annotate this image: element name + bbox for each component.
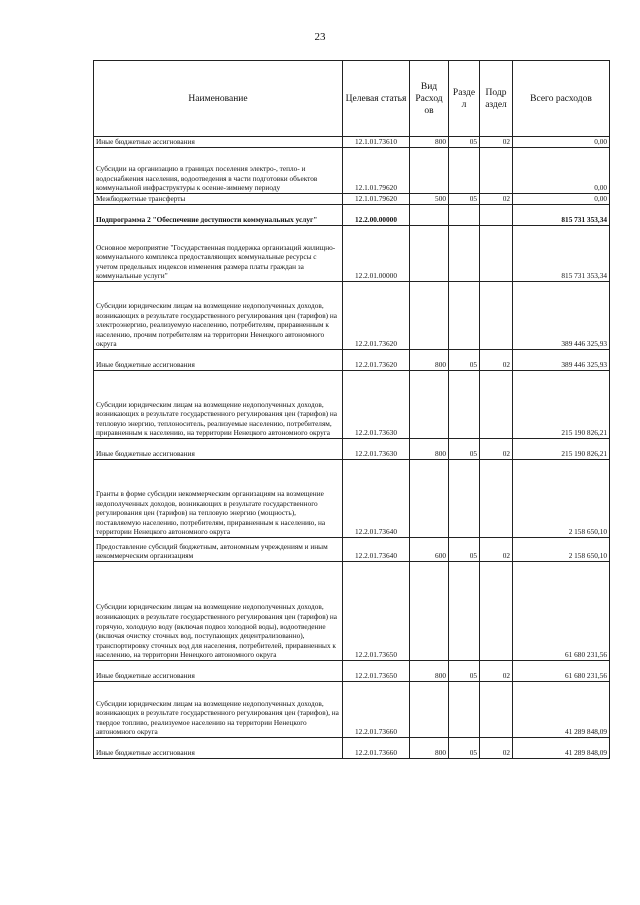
row-section [449, 562, 480, 661]
row-subsection: 02 [480, 194, 513, 205]
header-section: Разде л [449, 61, 480, 137]
row-section: 05 [449, 350, 480, 371]
row-section: 05 [449, 137, 480, 148]
table-row [94, 226, 610, 282]
row-subsection [480, 371, 513, 439]
table-row [94, 439, 610, 460]
table-row [94, 682, 610, 738]
row-subsection: 02 [480, 350, 513, 371]
row-section [449, 460, 480, 538]
row-section [449, 682, 480, 738]
row-total: 2 158 650,10 [513, 538, 610, 562]
budget-table [93, 60, 610, 759]
row-target: 12.2.01.73660 [343, 738, 410, 759]
row-target: 12.2.01.73650 [343, 661, 410, 682]
row-total: 0,00 [513, 194, 610, 205]
row-total: 61 680 231,56 [513, 661, 610, 682]
row-subsection: 02 [480, 538, 513, 562]
row-section: 05 [449, 661, 480, 682]
row-name: Основное мероприятие "Государственная поддержка организаций жилищно-коммунального комплекса предоставляющих коммунальные ресурсы с учетом предельных индексов изменения размера платы граждан за коммунальные услуги" [94, 226, 343, 282]
row-target: 12.1.01.79620 [343, 148, 410, 194]
row-section: 05 [449, 439, 480, 460]
row-name: Иные бюджетные ассигнования [94, 738, 343, 759]
row-target: 12.2.01.73650 [343, 562, 410, 661]
row-kind [410, 148, 449, 194]
row-kind [410, 682, 449, 738]
row-section [449, 148, 480, 194]
row-total: 815 731 353,34 [513, 226, 610, 282]
row-kind [410, 562, 449, 661]
row-total: 41 289 848,09 [513, 738, 610, 759]
table-row [94, 350, 610, 371]
row-target: 12.2.01.73630 [343, 371, 410, 439]
row-kind [410, 371, 449, 439]
table-row [94, 371, 610, 439]
row-total: 389 446 325,93 [513, 350, 610, 371]
row-name: Предоставление субсидий бюджетным, автономным учреждениям и иным некоммерческим организациям [94, 538, 343, 562]
table-row [94, 460, 610, 538]
row-subsection [480, 226, 513, 282]
table-row [94, 282, 610, 350]
row-subsection: 02 [480, 439, 513, 460]
row-name: Подпрограмма 2 "Обеспечение доступности коммунальных услуг" [94, 205, 343, 226]
table-row [94, 148, 610, 194]
row-section: 05 [449, 738, 480, 759]
row-name: Иные бюджетные ассигнования [94, 439, 343, 460]
table-row [94, 738, 610, 759]
row-section: 05 [449, 194, 480, 205]
row-target: 12.2.01.73660 [343, 682, 410, 738]
row-total: 0,00 [513, 137, 610, 148]
row-name: Иные бюджетные ассигнования [94, 137, 343, 148]
row-kind [410, 460, 449, 538]
row-name: Субсидии юридическим лицам на возмещение недополученных доходов, возникающих в результате государственного регулирования цен (тарифов) на горячую, холодную воду (включая подвоз холодной воды), водоотведение (включая очистку сточных вод, поступающих децентрализованно), транспортировку сточных вод для населения, потребителей, приравненных к населению, на территории Ненецкого автономного округа [94, 562, 343, 661]
row-name: Иные бюджетные ассигнования [94, 661, 343, 682]
row-kind [410, 205, 449, 226]
row-kind: 500 [410, 194, 449, 205]
row-target: 12.2.01.73620 [343, 350, 410, 371]
row-section [449, 371, 480, 439]
row-section [449, 205, 480, 226]
row-name: Субсидии юридическим лицам на возмещение недополученных доходов, возникающих в результате государственного регулирования цен (тарифов) на тепловую энергию, теплоноситель, реализуемые населению, потребителям, приравненным к населению, на территории Ненецкого автономного округа [94, 371, 343, 439]
row-subsection [480, 460, 513, 538]
row-section [449, 226, 480, 282]
row-subsection [480, 282, 513, 350]
row-kind: 800 [410, 137, 449, 148]
row-name: Межбюджетные трансферты [94, 194, 343, 205]
header-subsection: Подр аздел [480, 61, 513, 137]
table-row-subprogram [94, 205, 610, 226]
row-section [449, 282, 480, 350]
row-target: 12.2.01.73640 [343, 460, 410, 538]
row-total: 389 446 325,93 [513, 282, 610, 350]
table-row [94, 194, 610, 205]
row-kind: 800 [410, 439, 449, 460]
row-subsection [480, 562, 513, 661]
table-header-row [94, 61, 610, 137]
row-kind: 600 [410, 538, 449, 562]
header-target: Целевая статья [343, 61, 410, 137]
table-row [94, 137, 610, 148]
row-subsection [480, 148, 513, 194]
row-total: 0,00 [513, 148, 610, 194]
row-subsection [480, 205, 513, 226]
header-total: Всего расходов [513, 61, 610, 137]
row-name: Иные бюджетные ассигнования [94, 350, 343, 371]
row-name: Субсидии на организацию в границах поселения электро-, тепло- и водоснабжения населения, водоотведения в части подготовки объектов коммунальной инфраструктуры к осенне-зимнему периоду [94, 148, 343, 194]
row-target: 12.2.01.00000 [343, 226, 410, 282]
row-kind: 800 [410, 661, 449, 682]
row-kind: 800 [410, 738, 449, 759]
header-name: Наименование [94, 61, 343, 137]
row-total: 61 680 231,56 [513, 562, 610, 661]
row-name: Субсидии юридическим лицам на возмещение недополученных доходов, возникающих в результате государственного регулирования цен (тарифов) на электроэнергию, реализуемую населению, потребителям, приравненным к населению, прочим потребителям на территории Ненецкого автономного округа [94, 282, 343, 350]
row-kind: 800 [410, 350, 449, 371]
row-kind [410, 282, 449, 350]
row-target: 12.2.01.73630 [343, 439, 410, 460]
row-target: 12.2.01.73640 [343, 538, 410, 562]
row-name: Гранты в форме субсидии некоммерческим организациям на возмещение недополученных доходов, возникающих в результате государственного регулирования цен (тарифов) на тепловую энергию (мощность), поставляемую населению, потребителям, приравненным к населению, на территории Ненецкого автономного округа [94, 460, 343, 538]
row-subsection [480, 682, 513, 738]
row-subsection: 02 [480, 661, 513, 682]
row-section: 05 [449, 538, 480, 562]
row-total: 215 190 826,21 [513, 439, 610, 460]
row-target: 12.1.01.79620 [343, 194, 410, 205]
row-total: 2 158 650,10 [513, 460, 610, 538]
row-total: 41 289 848,09 [513, 682, 610, 738]
row-subsection: 02 [480, 738, 513, 759]
row-total: 815 731 353,34 [513, 205, 610, 226]
header-kind: Вид Расход ов [410, 61, 449, 137]
row-target: 12.2.00.00000 [343, 205, 410, 226]
table-row [94, 562, 610, 661]
row-target: 12.1.01.73610 [343, 137, 410, 148]
row-subsection: 02 [480, 137, 513, 148]
table-row [94, 538, 610, 562]
row-name: Субсидии юридическим лицам на возмещение недополученных доходов, возникающих в результате государственного регулирования цен (тарифов), на твердое топливо, реализуемое населению на территории Ненецкого автономного округа [94, 682, 343, 738]
row-target: 12.2.01.73620 [343, 282, 410, 350]
page-number: 23 [314, 31, 326, 43]
row-kind [410, 226, 449, 282]
row-total: 215 190 826,21 [513, 371, 610, 439]
table-row [94, 661, 610, 682]
